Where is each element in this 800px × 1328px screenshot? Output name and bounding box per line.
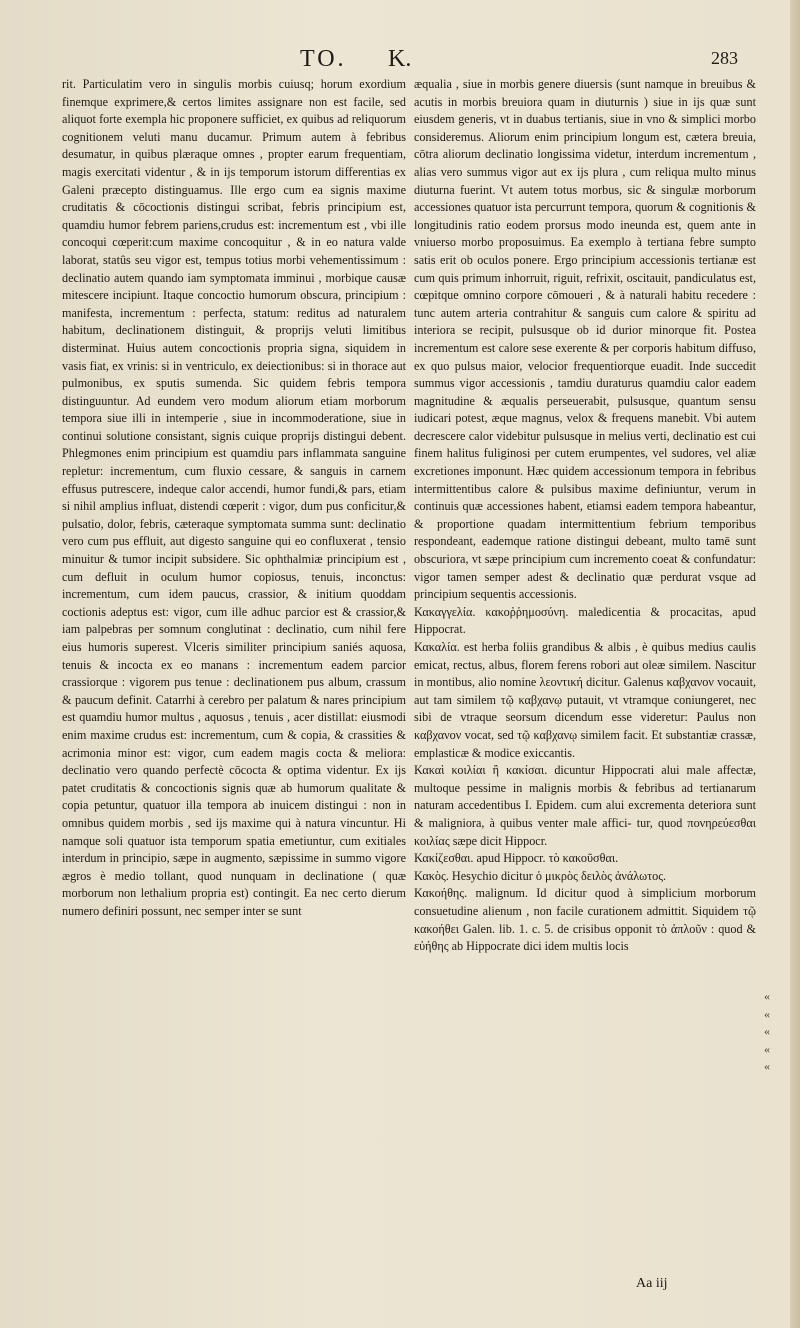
running-head-right: K. <box>388 46 412 72</box>
entry-kakangelia: Κακαγγελία. κακοῤῥημοσύνη. maledicentia & procacitas, apud Hippocrat. <box>414 604 756 637</box>
entry-kakos: Κακὸς. Hesychio dicitur ὁ μικρὸς δειλὸς ἀνάλωτος. <box>414 868 667 883</box>
entry-kakai-koiliai: Κακαὶ κοιλίαι ἢ κακίσαι. dicuntur Hippocrati alui male affectæ, multoque pessime in malignis morbis & febribus ad tertianarum naturam accedentibus I. Epidem. cum alui excrementa deteriora sunt & maligniora, à quibus venter male affici- tur, quod πονηρεύεσθαι κοιλίας sæpe dicit Hippocr. <box>414 763 756 848</box>
quote-mark: « <box>764 1024 770 1039</box>
left-column-text: rit. Particulatim vero in singulis morbis cuiusq; horum exordium finemque exprimere,& certos limites assignare non est facile, sed aliquot forte exempla hic proponere sufficiet, ex quibus ad reliquorum cognitionem veluti manu ducamur. Primum autem à febribus desumatur, in quibus plæraque omnes , propter earum frequentiam, magis exercitati videntur , & in ijs temporum istorum differentias ex Galeni præcepto distinguamus. Ille ergo cum ea signis maxime cruditatis & cōcoctionis distingui scribat, febris principium est, quamdiu humor febrem pariens,crudus est: incrementum est , vbi ille concoqui cœperit:cum maxime concoquitur , & in eo natura valde laborat, statûs seu vigor est, tempus totius morbi vehementissimum : declinatio autem quando iam symptomata imminui , morbique causæ mitescere incipiunt. Itaque concoctio humorum obscura, principium : manifesta, incrementum : perfecta, statum: reditus ad naturalem habitum, declinationem distinguit, & proprijs veluti limitibus disterminat. Huius autem concoctionis propria signa, siquidem in vasis fiat, ex vrinis: si in ventriculo, ex deiectionibus: si in thorace aut pulmonibus, ex sputis sumenda. Sic quidem febris tempora distinguuntur. Ad eundem vero modum aliorum etiam morborum tempora siue illi in intemperie , siue in incommoderatione, siue in continui solutione consistant, signis cuique proprijs distingui debent. Phlegmones enim principium est quamdiu pars inflammata sanguine repletur: incrementum, cum fluxio cessare, & sanguis in carnem effusus putrescere, indeque calor accendi, humor fundi,& pars, etiam si nihil amplius influat, distendi cœperit : vigor, dum pus conficitur,& pulsatio, dolor, febris, cæteraque symptomata summa sunt: declinatio vero cum pus effluit, aut digesto sanguine qui eo confluxerat , tensio minuitur & tumor incipit subsidere. Sic ophthalmiæ principium est , cum defluit in oculum humor copiosus, tenuis, inconctus: incrementum, cum idem paucus, crassior, & initium quoddam coctionis adeptus est: vigor, cum ille adhuc parcior est & crassior,& iam palpebras per somnum conglutinat : declinatio, cum nihil fere eius humoris superest. Vlceris similiter principium saniés aquosa, tenuis & incocta ex eo manans : incrementum eadem parcior crassiorque : vigorem pus tenue : declinationem pus album, crassum & paucum definit. Catarrhi à cerebro per palatum & nares principium est quamdiu humor multus , aquosus , tenuis , acer distillat: eiusmodi enim maxime crudus est: incrementum, cum & copia, & crassities & acrimonia minor est: vigor, cum eadem magis cocta & meliora: declinatio vero quando perfectè cōcocta & optima videntur. Ex ijs patet cruditatis & concoctionis signis quæ ab humorum qualitate & copia petuntur, quatuor illa tempora ab inuicem distingui : non in omnibus quidem morbis , sed ijs maxime qui à natura vincuntur. Hi namque soli quatuor ista temporum spatia emetiuntur, cum exitiales interdum in principio, sæpe in augmento, sæpissime in summo vigore ægros è medio tollant, quod nunquam in declinatione ( quæ morborum non lethalium propria est) contingit. Ea nec certo dierum numero definiri possunt, nec semper inter se sunt <box>62 77 406 918</box>
tempora-accessionis-paragraph: æqualia , siue in morbis genere diuersis (sunt namque in breuibus & acutis in morbis breuiora quam in diuturnis ) siue in ijs quæ sunt eiusdem generis, vt in duabus tertianis, siue in vno & simplici morbo consideremus. Aliorum enim principium longum est, cætera breuia, cōtra aliorum declinatio longissima videtur, interdum incrementum , alias vero summus vigor aut ex ijs plura , cum reliqua multo minus diuturna fuerint. Vt autem totus morbus, sic & singulæ morborum accessiones quatuor ista percurrunt tempora, quorum & cognitionis & longitudinis ratio eodem prorsus modo ineunda est, quem ante in vniuerso morbo proposuimus. Ea exemplo à tertiana febre sumpto satis erit ob oculos ponere. Ergo principium accessionis tertianæ est cum quis primum inhorruit, riguit, refrixit, oscitauit, pandiculatus est, cœpitque omnino corpore cōmoueri , & à naturali habitu recedere : tunc autem arteria contrahitur & sanguis cum calore & spiritu ad interiora se recipit, pulsusque ob id durior minorque fit. Postea incrementum est calore sese exerente & per corporis habitum diffuso, ex quo pulsus maior, velocior frequentiorque euadit. Inde succedit summus vigor accessionis , tamdiu duraturus quamdiu calor eadem magnitudine & æqualis perseuerabit, pulsusque, quantum sensu iudicari potest, æque magnus, velox & frequens manebit. Vbi autem decrescere calor videbitur pulsusque in melius verti, declinatio est cui finem halitus fuliginosi per cutem erumpentes, vel sudores, vel aliæ excretiones imponunt. Hæc quidem accessionum tempora in febribus intermittentibus calore & pulsibus maxime definiuntur, verum in continuis quæ accessiones habent, etiamsi eadem tempora habeantur, & proportione quadam intermittentium febrium temporibus respondeant, eademque ratione distingui debeant, multo tamē sunt obscuriora, vt sæpe principium cum incremento coeat & confundatur: vigor tamen semper adest & declinatio quæ perdurat vsque ad principium sequentis accessionis. <box>414 77 756 602</box>
running-head-left: TO. <box>300 46 347 72</box>
page-edge <box>790 0 800 1328</box>
quote-mark: « <box>764 1006 770 1021</box>
right-column <box>414 76 756 956</box>
entry-kakoethes: Κακοήθης. malignum. Id dicitur quod à simplicium morborum consuetudine alienum , non facile curationem admittit. Siquidem τῷ κακοήθει Galen. lib. 1. c. 5. de crisibus opponit τὸ ἀπλοῦν : quod & εὐήθης ab Hippocrate dici idem multis locis <box>414 886 756 954</box>
running-head <box>300 46 760 74</box>
entry-kakalia: Κακαλία. est herba foliis grandibus & albis , è quibus medius caulis emicat, rectus, albus, florem ferens robori aut oleæ similem. Nascitur in montibus, alio nomine λεοντική dicitur. Galenus καβχανον vocauit, aut tam similem τῷ καβχανῳ putauit, vt vtramque coniungeret, nec sibi de vtraque seorsum dicendum esse videretur: Paulus non καβχανον vocat, sed τῷ καβχανῳ similem facit. Et substantiæ crassæ, emplasticæ & modice exiccantis. <box>414 640 756 760</box>
entry-kakizesthai: Κακίζεσθαι. apud Hippocr. τὸ κακοῦσθαι. <box>414 851 619 866</box>
quote-mark: « <box>764 1041 770 1056</box>
quote-mark: « <box>764 1059 770 1074</box>
signature-mark: Aa iij <box>636 1276 668 1291</box>
margin-quote-marks <box>764 988 770 1076</box>
left-column <box>62 76 406 921</box>
folio-number: 283 <box>711 48 738 68</box>
quote-mark: « <box>764 989 770 1003</box>
